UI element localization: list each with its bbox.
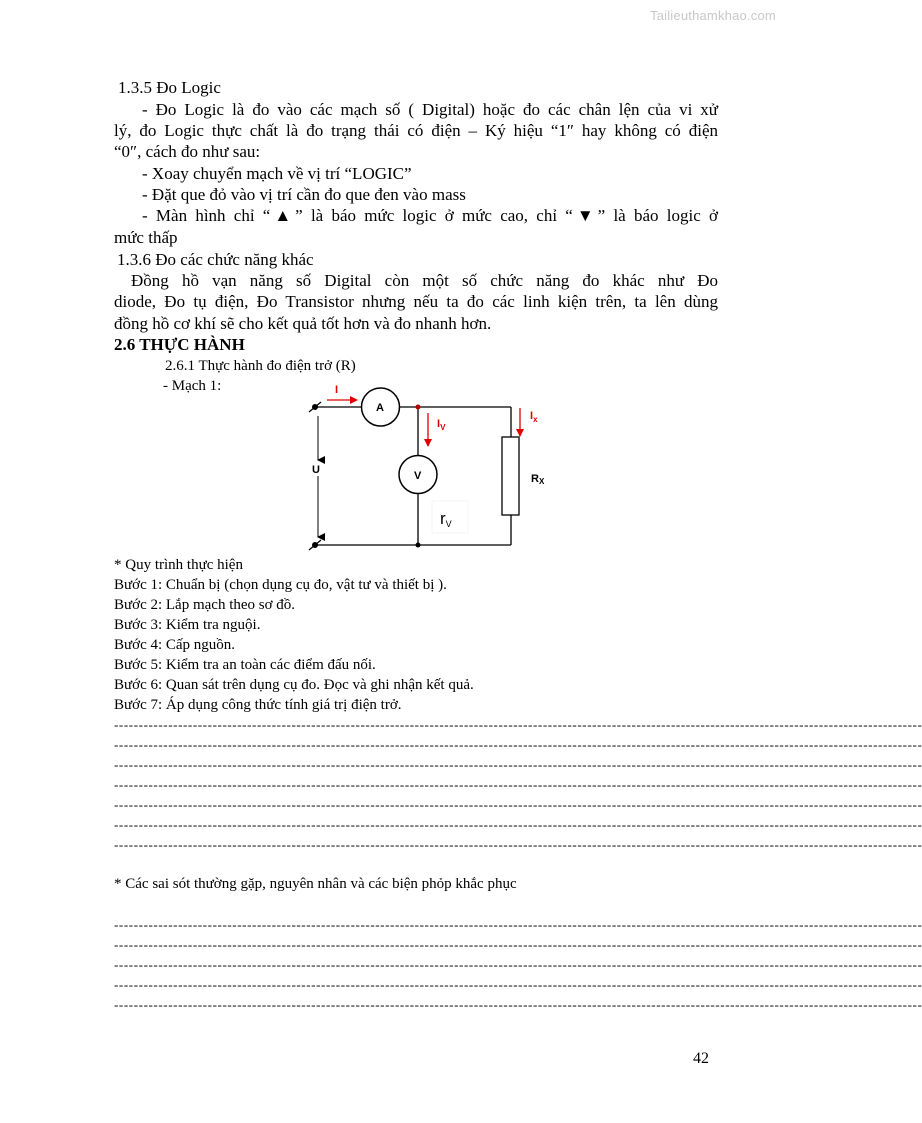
procedure-step: Bước 5: Kiểm tra an toàn các điểm đấu nối.	[114, 657, 376, 673]
current-i-label: I	[335, 384, 339, 396]
procedure-step: Bước 2: Lắp mạch theo sơ đồ.	[114, 597, 296, 613]
section-26-title: 2.6 THỰC HÀNH	[114, 335, 245, 354]
current-ix-label: $I_x$	[530, 410, 538, 424]
answer-line: --------------------------------------------------------------------------------------------------------------------------------------------------------------------	[114, 737, 922, 752]
watermark: Tailieuthamkhao.com	[650, 8, 776, 23]
answer-line: --------------------------------------------------------------------------------------------------------------------------------------------------------------------	[114, 837, 922, 852]
answer-line: --------------------------------------------------------------------------------------------------------------------------------------------------------------------	[114, 997, 922, 1012]
procedure-step: Bước 6: Quan sát trên dụng cụ đo. Đọc và ghi nhận kết quả.	[114, 677, 474, 693]
section-136-paragraph-line: đồng hồ cơ khí sẽ cho kết quả tốt hơn và đo nhanh hơn.	[114, 314, 492, 333]
voltmeter-label: V	[414, 470, 422, 482]
answer-line: --------------------------------------------------------------------------------------------------------------------------------------------------------------------	[114, 937, 922, 952]
page-number: 42	[693, 1050, 709, 1067]
bullet-probe-placement: - Đặt que đỏ vào vị trí cần đo que đen vào mass	[142, 185, 466, 204]
answer-line: --------------------------------------------------------------------------------------------------------------------------------------------------------------------	[114, 717, 922, 732]
section-135-paragraph-line: “0″, cách đo như sau:	[114, 142, 261, 161]
section-135-title: 1.3.5 Đo Logic	[118, 78, 221, 97]
answer-line: --------------------------------------------------------------------------------------------------------------------------------------------------------------------	[114, 977, 922, 992]
section-136-paragraph-line: Đồng hồ vạn năng số Digital còn một số chức năng đo khác như Đo	[131, 271, 718, 290]
voltage-label: U	[312, 464, 320, 476]
procedure-title: * Quy trình thực hiện	[114, 557, 243, 573]
procedure-step: Bước 4: Cấp nguồn.	[114, 637, 236, 653]
bullet-display-indicator-cont: mức thấp	[114, 228, 178, 247]
answer-line: --------------------------------------------------------------------------------------------------------------------------------------------------------------------	[114, 777, 922, 792]
ammeter-label: A	[376, 402, 384, 414]
current-iv-label: $I_V$	[437, 418, 446, 432]
section-136-paragraph-line: diode, Đo tụ điện, Đo Transistor nhưng nếu ta đo các linh kiện trên, ta lên dùng	[114, 292, 718, 311]
resistor	[502, 437, 519, 515]
procedure-step: Bước 3: Kiểm tra nguội.	[114, 617, 261, 633]
answer-line: --------------------------------------------------------------------------------------------------------------------------------------------------------------------	[114, 797, 922, 812]
circuit-diagram	[300, 378, 560, 553]
procedure-step: Bước 7: Áp dụng công thức tính giá trị điện trở.	[114, 697, 402, 713]
answer-line: --------------------------------------------------------------------------------------------------------------------------------------------------------------------	[114, 757, 922, 772]
answer-line: --------------------------------------------------------------------------------------------------------------------------------------------------------------------	[114, 957, 922, 972]
section-135-paragraph-line: lý, đo Logic thực chất là đo trạng thái có điện – Ký hiệu “1″ hay không có điện	[114, 121, 718, 140]
junction-bottom	[416, 543, 421, 548]
section-261-subtitle: 2.6.1 Thực hành đo điện trở (R)	[165, 358, 356, 374]
section-135-paragraph-line: - Đo Logic là đo vào các mạch số ( Digital) hoặc đo các chân lện của vi xử	[142, 100, 718, 119]
circuit-label: - Mạch 1:	[163, 378, 222, 394]
junction-top	[416, 405, 421, 410]
answer-line: --------------------------------------------------------------------------------------------------------------------------------------------------------------------	[114, 817, 922, 832]
section-136-title: 1.3.6 Đo các chức năng khác	[117, 250, 314, 269]
bullet-logic-switch: - Xoay chuyển mạch về vị trí “LOGIC”	[142, 164, 412, 183]
errors-title: * Các sai sót thường gặp, nguyên nhân và các biện phỏp khắc phục	[114, 876, 517, 892]
procedure-step: Bước 1: Chuẩn bị (chọn dụng cụ đo, vật tư và thiết bị ).	[114, 577, 447, 593]
bullet-display-indicator: - Màn hình chỉ “▲” là báo mức logic ở mức cao, chỉ “▼” là báo logic ở	[142, 206, 718, 225]
rv-label: rV	[440, 509, 452, 529]
resistor-label: RX	[531, 473, 545, 486]
answer-line: --------------------------------------------------------------------------------------------------------------------------------------------------------------------	[114, 917, 922, 932]
